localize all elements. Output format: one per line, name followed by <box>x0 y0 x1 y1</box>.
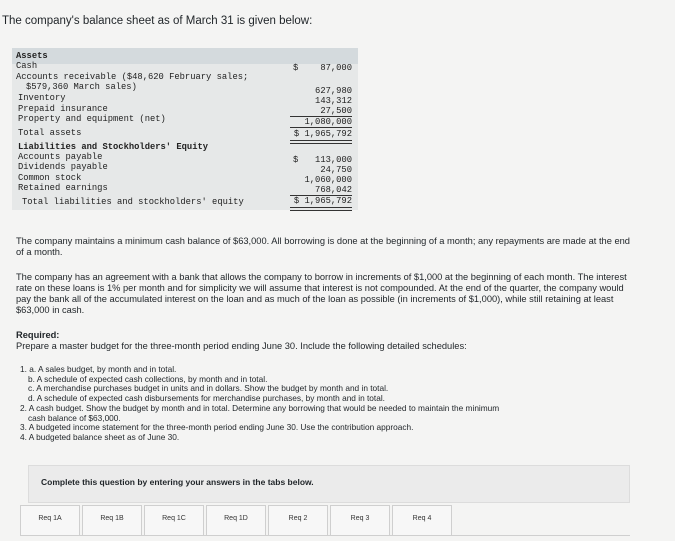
tab-req-4[interactable]: Req 4 <box>392 505 452 536</box>
cash-value: 87,000 <box>320 63 352 73</box>
tab-req-2[interactable]: Req 2 <box>268 505 328 536</box>
tab-req-1b[interactable]: Req 1B <box>82 505 142 536</box>
prepaid-value: 27,500 <box>320 106 352 116</box>
total-le-label: Total liabilities and stockholders' equity <box>22 197 244 207</box>
item-1c: c. A merchandise purchases budget in units and in dollars. Show the budget by month and in total. <box>28 383 389 394</box>
item-1a: 1. a. A sales budget, by month and in total. <box>20 364 177 374</box>
total-assets-double-rule <box>290 140 352 144</box>
requirement-tabs <box>20 505 630 541</box>
total-le-value: $ 1,965,792 <box>293 196 352 206</box>
min-cash-paragraph: The company maintains a minimum cash balance of $63,000. All borrowing is done at the beginning of a month; any repayments are made at the end of a month. <box>16 236 630 257</box>
balance-sheet <box>12 48 358 210</box>
assets-heading: Assets <box>16 51 48 61</box>
item-1d: d. A schedule of expected cash disbursements for merchandise purchases, by month and in total. <box>28 393 385 404</box>
item-4: 4. A budgeted balance sheet as of June 30. <box>20 431 180 442</box>
required-title: Required: <box>16 330 60 340</box>
assets-band <box>12 48 358 64</box>
tab-divider <box>20 535 630 536</box>
item-3: 3. A budgeted income statement for the three-month period ending June 30. Use the contribution approach. <box>20 422 414 433</box>
instructions-panel <box>28 465 630 503</box>
item-2-cont: cash balance of $63,000. <box>28 412 121 423</box>
prepaid-label: Prepaid insurance <box>18 104 108 114</box>
ar-label-1: Accounts receivable ($48,620 February sales; <box>16 72 249 82</box>
schedule-list <box>20 365 499 443</box>
common-stock-label: Common stock <box>18 173 82 183</box>
item-1b: b. A schedule of expected cash collections, by month and in total. <box>28 373 268 384</box>
retained-earnings-label: Retained earnings <box>18 183 108 193</box>
inventory-label: Inventory <box>18 93 66 103</box>
tab-req-1d[interactable]: Req 1D <box>206 505 266 536</box>
cash-dollar: $ <box>293 63 299 73</box>
ap-label: Accounts payable <box>18 152 103 162</box>
required-text: Prepare a master budget for the three-month period ending June 30. Include the following detailed schedules: <box>16 341 467 351</box>
ar-label-2: $579,360 March sales) <box>26 82 137 92</box>
ap-dollar: $ <box>293 155 299 165</box>
item-2: 2. A cash budget. Show the budget by month and in total. Determine any borrowing that would be needed to maintain the minimum <box>20 402 500 413</box>
ppe-total-rule <box>290 127 352 128</box>
ap-value: 113,000 <box>315 155 352 165</box>
total-assets-label: Total assets <box>18 128 82 138</box>
total-le-double-rule <box>290 207 352 211</box>
common-stock-value: 1,060,000 <box>304 175 352 185</box>
ar-value: 627,980 <box>315 86 352 96</box>
bank-agreement-paragraph: The company has an agreement with a bank that allows the company to borrow in increments of $1,000 at the beginning of each month. The interest rate on these loans is 1% per month and for simplicity we will assume that interest is not compounded. At the end of the quarter, the company would pay the bank all of the accumulated interest on the loan and as much of the loan as possible (in increments of $1,000), while still retaining at least $63,000 in cash. <box>16 272 627 315</box>
tab-req-3[interactable]: Req 3 <box>330 505 390 536</box>
cash-label: Cash <box>16 61 38 71</box>
ppe-value: 1,080,000 <box>304 117 352 127</box>
required-block <box>16 330 636 352</box>
tab-req-1c[interactable]: Req 1C <box>144 505 204 536</box>
ppe-label: Property and equipment (net) <box>18 114 166 124</box>
dividends-value: 24,750 <box>320 165 352 175</box>
total-assets-value: $ 1,965,792 <box>293 129 352 139</box>
retained-earnings-value: 768,042 <box>315 185 352 195</box>
instructions-text: Complete this question by entering your answers in the tabs below. <box>41 477 314 487</box>
intro-text: The company's balance sheet as of March 31 is given below: <box>2 15 313 27</box>
dividends-label: Dividends payable <box>18 162 108 172</box>
inventory-value: 143,312 <box>315 96 352 106</box>
liabilities-heading: Liabilities and Stockholders' Equity <box>18 142 209 152</box>
tab-req-1a[interactable]: Req 1A <box>20 505 80 536</box>
